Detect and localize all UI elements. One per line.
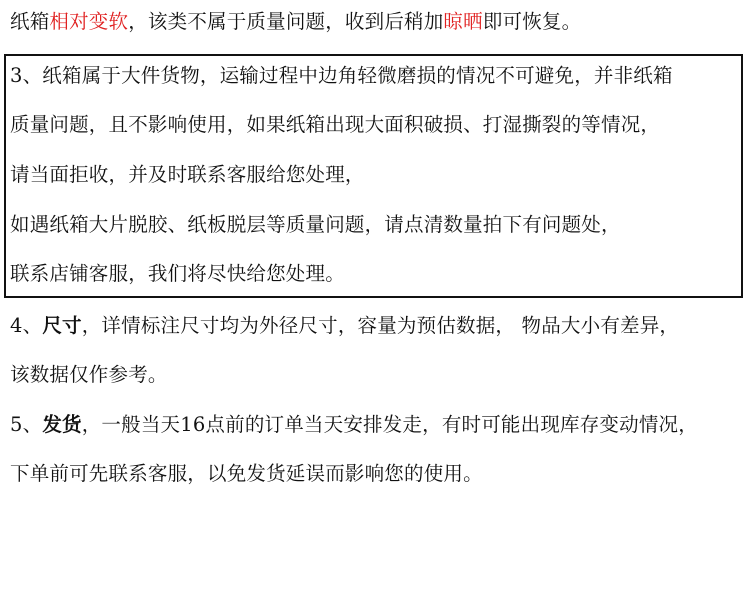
item5-title: 发货 <box>42 413 82 436</box>
item3-line-1: 3、纸箱属于大件货物，运输过程中边角轻微磨损的情况不可避免，并非纸箱 <box>10 64 673 87</box>
intro-text-c: 即可恢复。 <box>482 10 582 33</box>
item4-text-1: ，详情标注尺寸均为外径尺寸，容量为预估数据， 物品大小有差异， <box>81 314 680 337</box>
item5-prefix: 5、 <box>10 413 43 436</box>
item3-line-4: 如遇纸箱大片脱胶、纸板脱层等质量问题，请点清数量拍下有问题处， <box>10 213 621 236</box>
item5-line-1 <box>10 411 698 439</box>
item4-line-2: 该数据仅作参考。 <box>10 363 168 386</box>
item4-title: 尺寸 <box>42 314 82 337</box>
highlight-soft: 相对变软 <box>49 10 129 33</box>
item5-text-1: ，一般当天16点前的订单当天安排发走，有时可能出现库存变动情况， <box>81 413 698 436</box>
intro-text-a: 纸箱 <box>10 10 50 33</box>
item5-line-2: 下单前可先联系客服，以免发货延误而影响您的使用。 <box>10 462 483 485</box>
intro-text-b: ，该类不属于质量问题，收到后稍加 <box>128 10 444 33</box>
item3-line-5: 联系店铺客服，我们将尽快给您处理。 <box>10 262 345 285</box>
item3-line-2: 质量问题，且不影响使用，如果纸箱出现大面积破损、打湿撕裂的等情况， <box>10 113 661 136</box>
item4-prefix: 4、 <box>10 314 43 337</box>
item3-line-3: 请当面拒收，并及时联系客服给您处理， <box>10 163 365 186</box>
highlight-dry: 晾晒 <box>443 10 483 33</box>
intro-line <box>10 8 581 36</box>
item4-line-1 <box>10 312 679 340</box>
